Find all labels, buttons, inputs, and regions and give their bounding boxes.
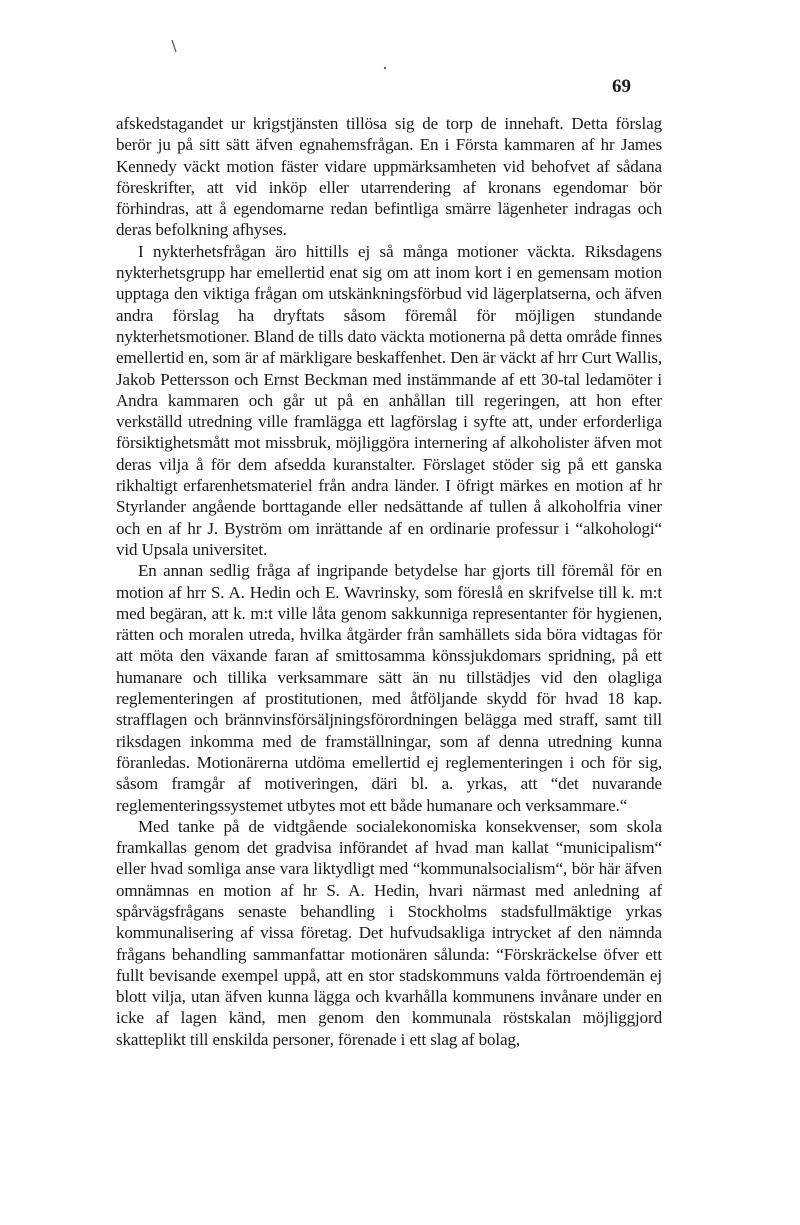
paragraph: Med tanke på de vidtgående socialekonomiska konsekvenser, som skola framkallas genom det gradvisa införandet af hvad man kallat “municipalism“ eller hvad somliga anse vara liktydligt med “kommunalsocialism“, bör här äfven omnämnas en motion af hr S. A. Hedin, hvari närmast med anledning af spårvägsfrågans senaste behandling i Stockholms stadsfullmäktige yrkas kommunalisering af vissa företag. Det hufvudsakliga intrycket af den nämnda frågans behandling sammanfattar motionären sålunda: “Förskräckelse öfver ett fullt bevisande exempel uppå, att en stor stadskommuns valda förtroendemän ej blott vilja, utan äfven kunna lägga och kvarhålla kommunens invånare under en icke af lagen känd, men genom den kommunala röstskalan möjliggjord skatteplikt till enskilda personer, förenade i ett slag af bolag,: [116, 816, 662, 1049]
paragraph: En annan sedlig fråga af ingripande betydelse har gjorts till föremål för en motion af hrr S. A. Hedin och E. Wavrinsky, som föreslå en skrifvelse till k. m:t med begäran, att k. m:t ville låta genom sakkunniga representanter för hygienen, rätten och moralen utreda, hvilka åtgärder från samhällets sida böra vidtagas för att möta den växande faran af smittosamma könssjukdomars spridning, på ett humanare och tillika verksammare sätt än nu tillstädjes vid den olagliga reglementeringen af prostitutionen, med åtföljande skydd för hvad 18 kap. strafflagen och brännvinsförsäljningsförordningen belägga med straff, samt till riksdagen inkomma med de framställningar, som af denna utredning kunna föranledas. Motionärerna utdöma emellertid ej reglementeringen i och för sig, såsom framgår af motiveringen, däri bl. a. yrkas, att “det nuvarande reglementeringssystemet utbytes mot ett både humanare och verksammare.“: [116, 561, 662, 815]
paragraph: afskedstagandet ur krigstjänsten tillösa sig de torp de innehaft. Detta förslag berör ju på sitt sätt äfven egnahemsfrågan. En i Första kammaren af hr James Kennedy väckt motion fäster vidare uppmärksamheten vid behofvet af sådana föreskrifter, att vid inköp eller utarrendering af kronans egendomar bör förhindras, att å egendomarne redan befintliga smärre lägenheter indragas och deras befolkning afhyses.: [116, 114, 662, 240]
paragraph: I nykterhetsfrågan äro hittills ej så många motioner väckta. Riksdagens nykterhetsgrupp har emellertid enat sig om att inom kort i en gemensam motion upptaga den viktiga frågan om utskänkningsförbud vid lägerplatserna, och äfven andra förslag ha dryftats såsom föremål för möjligen stundande nykterhetsmotioner. Bland de tills dato väckta motionerna på detta område finnes emellertid en, som är af märkligare beskaffenhet. Den är väckt af hrr Curt Wallis, Jakob Pettersson och Ernst Beckman med instämmande af ett 30-tal ledamöter i Andra kammaren och går ut på en anhållan till regeringen, att hon efter verkställd utredning ville framlägga ett lagförslag i syfte att, under erforderliga försiktighetsmått mot missbruk, möjliggöra internering af alkoholister äfven mot deras vilja å för dem afsedda kuranstalter. Förslaget stöder sig på ett ganska rikhaltigt erfarenhetsmateriel från andra länder. I öfrigt märkes en motion af hr Styrlander angående borttagande eller nedsättande af tullen å alkoholfria viner och en af hr J. Byström om inrättande af en ordinarie professur i “alkohologi“ vid Upsala universitet.: [116, 241, 662, 559]
scan-dot: [384, 67, 386, 69]
body-text: [116, 113, 662, 1050]
scan-mark: [172, 40, 176, 52]
page-number: 69: [612, 76, 631, 97]
